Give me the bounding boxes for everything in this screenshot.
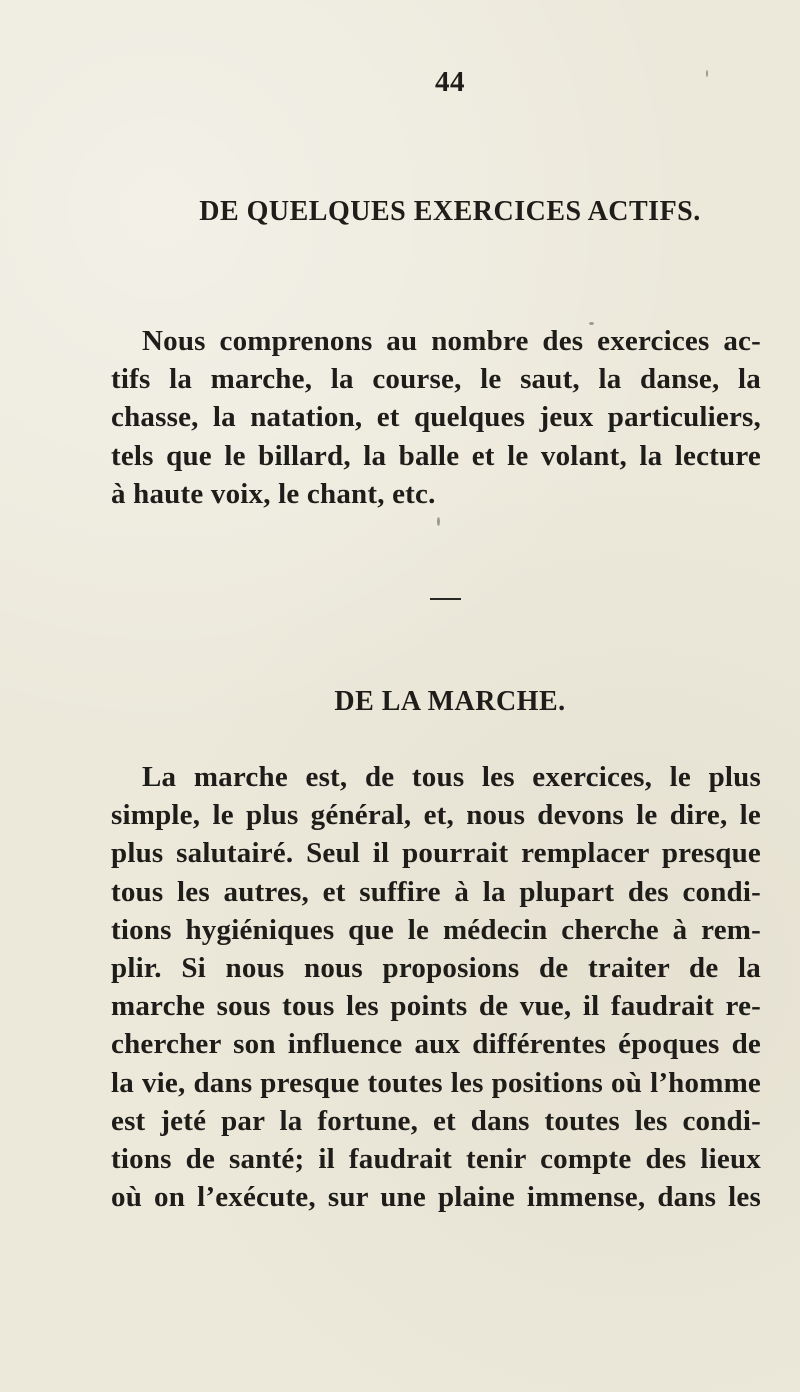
section-divider (430, 598, 461, 600)
paragraph-line: chercher son influence aux différentes époques de (111, 1028, 761, 1061)
paper-speck (589, 322, 594, 325)
section-title-walking: DE LA MARCHE. (334, 686, 566, 717)
paragraph-line: chasse, la natation, et quelques jeux particuliers, (111, 401, 761, 434)
paragraph-line: La marche est, de tous les exercices, le plus (142, 761, 761, 793)
paragraph-line: simple, le plus général, et, nous devons le dire, le (111, 799, 761, 832)
paper-speck (437, 517, 440, 526)
section-title-active-exercises: DE QUELQUES EXERCICES ACTIFS. (199, 196, 701, 227)
paragraph-line: plir. Si nous nous proposions de traiter de la (111, 952, 761, 985)
paragraph-line: tifs la marche, la course, le saut, la danse, la (111, 363, 761, 396)
paper-speck (706, 70, 708, 77)
paragraph-line: tions de santé; il faudrait tenir compte des lieux (111, 1143, 761, 1176)
paragraph-line: est jeté par la fortune, et dans toutes les condi- (111, 1104, 761, 1137)
paragraph-line: à haute voix, le chant, etc. (111, 477, 436, 510)
page-number: 44 (435, 66, 465, 98)
paragraph-line: tions hygiéniques que le médecin cherche à rem- (111, 913, 761, 946)
paragraph-line: la vie, dans presque toutes les positions où l’homme (111, 1066, 761, 1099)
paragraph-walking (111, 758, 761, 1216)
paragraph-line: marche sous tous les points de vue, il faudrait re- (111, 990, 761, 1023)
paragraph-intro (111, 322, 761, 513)
paragraph-line: plus salutairé. Seul il pourrait remplacer presque (111, 837, 761, 870)
paragraph-line: Nous comprenons au nombre des exercices ac- (142, 325, 761, 357)
paragraph-line: tous les autres, et suffire à la plupart des condi- (111, 875, 761, 908)
paragraph-line: où on l’exécute, sur une plaine immense, dans les (111, 1181, 761, 1214)
paragraph-line: tels que le billard, la balle et le volant, la lecture (111, 439, 761, 472)
